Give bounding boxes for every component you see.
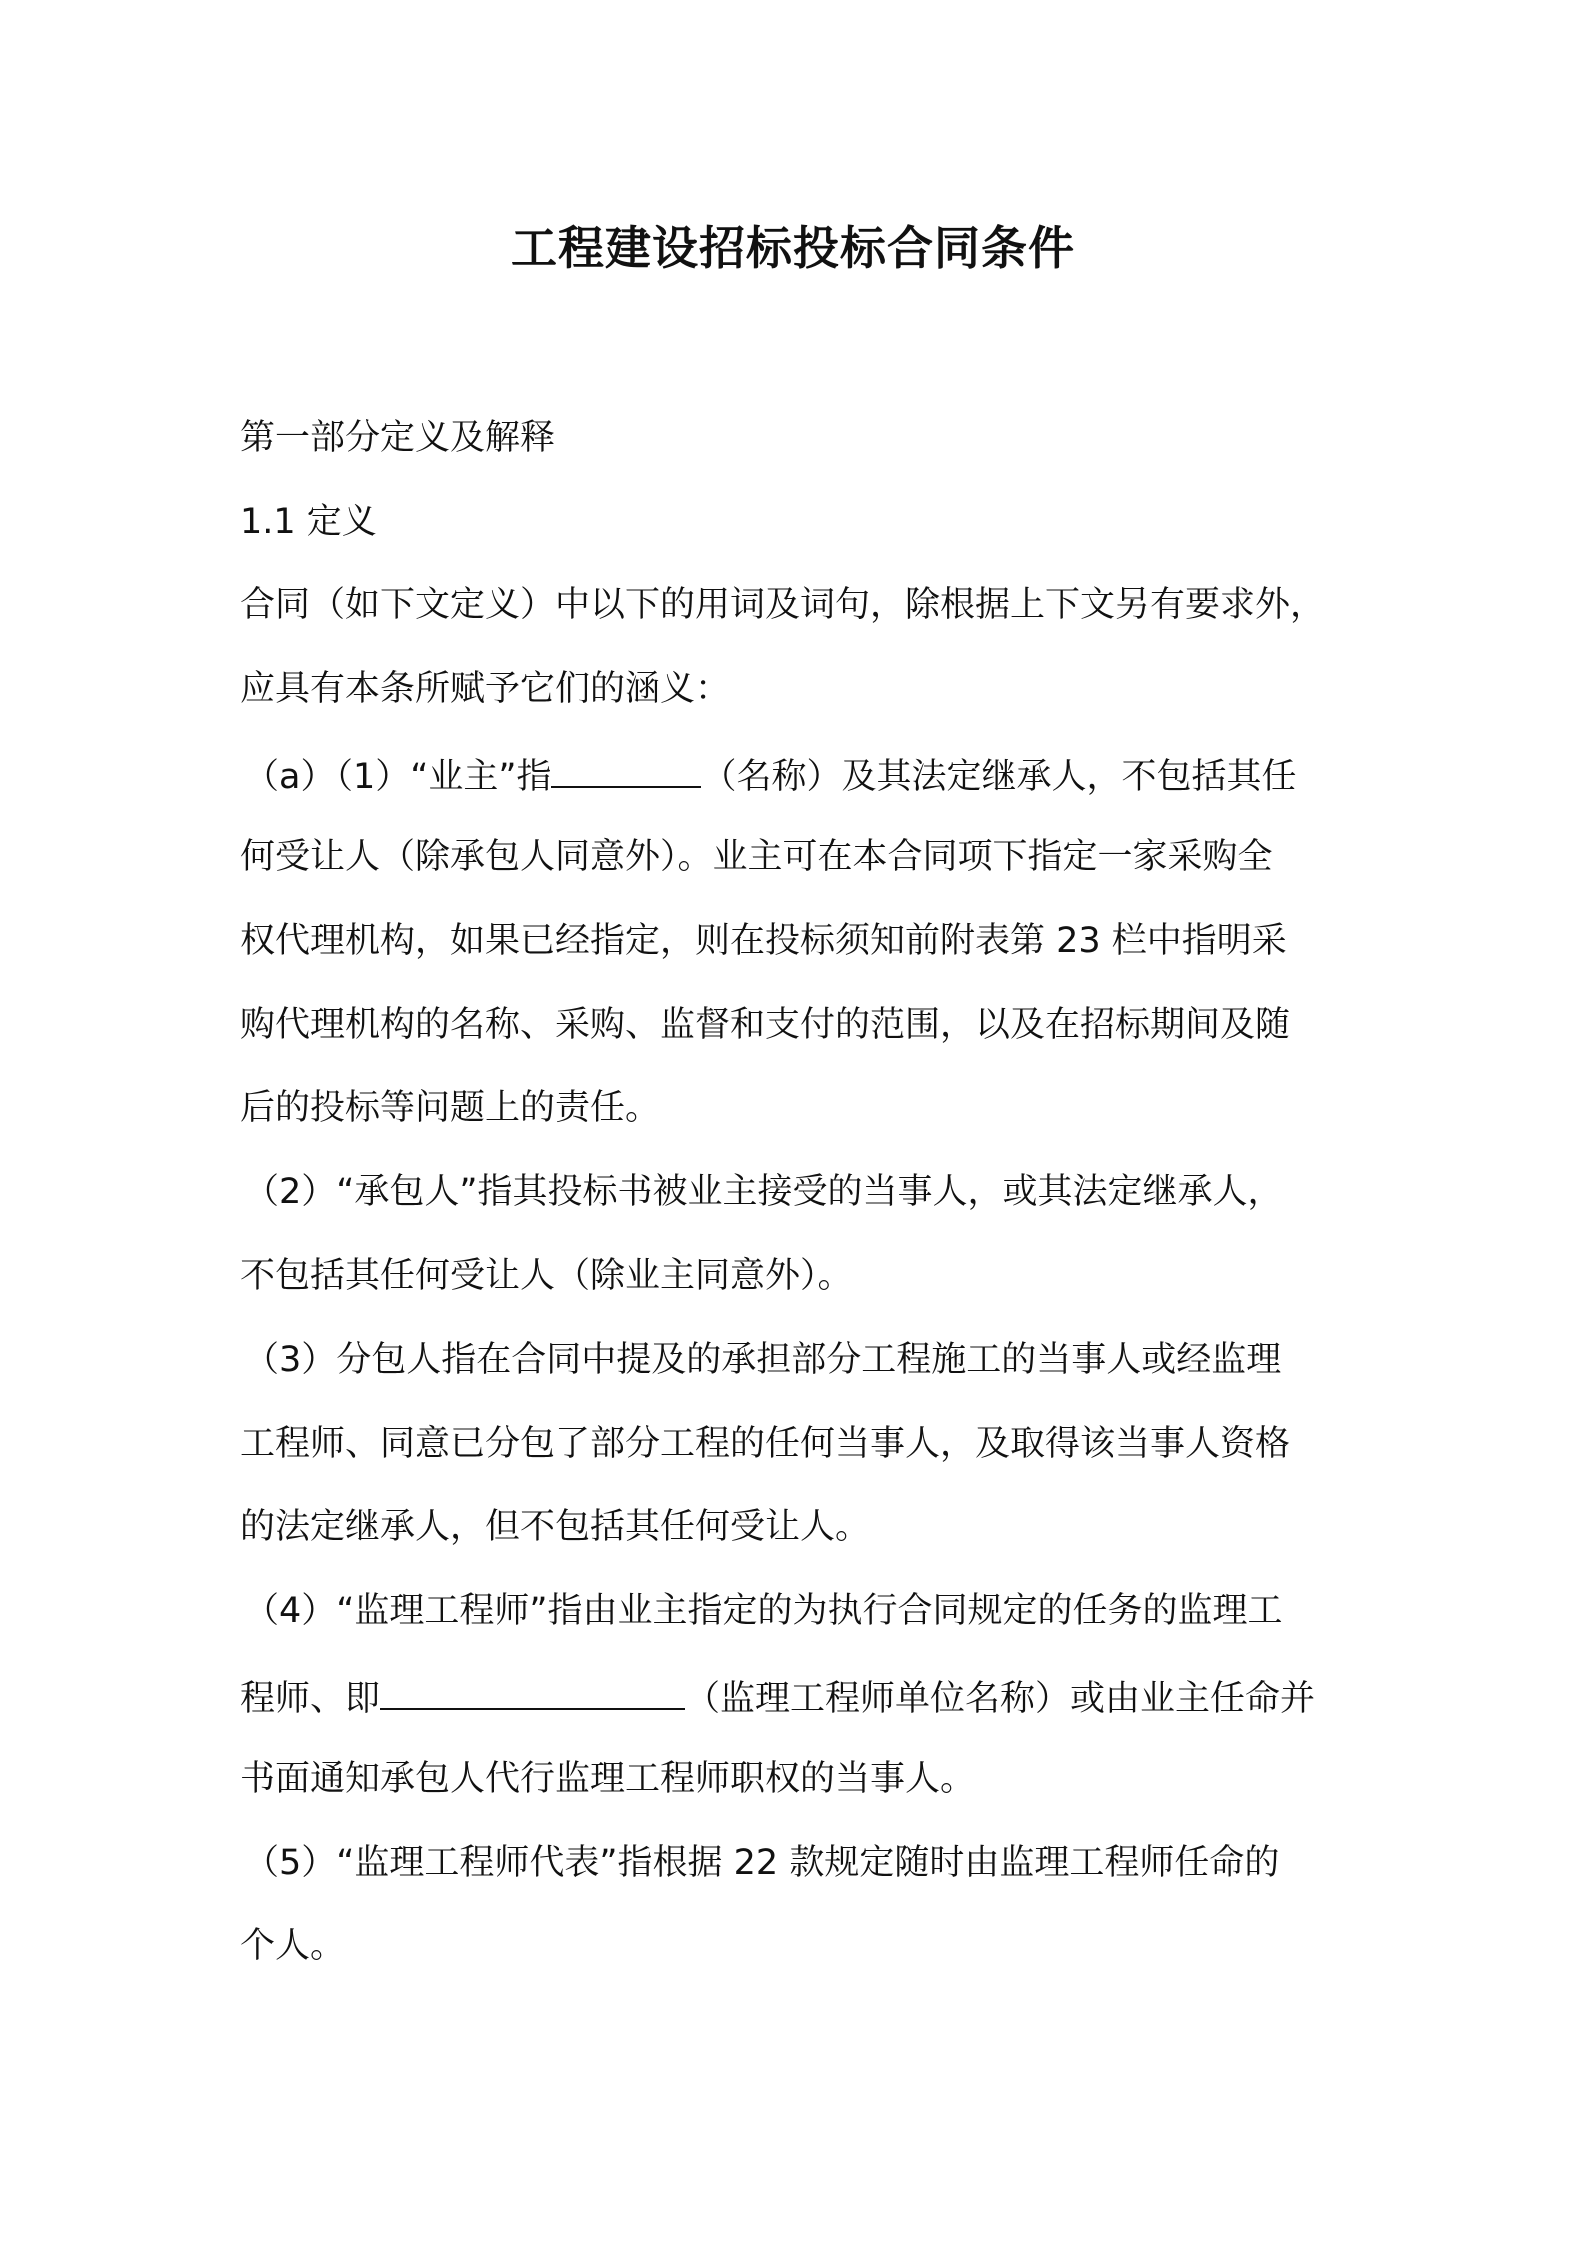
engineer-unit-name-blank — [380, 1670, 685, 1710]
clause-a1-text-before-blank: （a）（1）“业主”指 — [244, 757, 552, 797]
clause-a1-line-3: 权代理机构，如果已经指定，则在投标须知前附表第 23 栏中指明采 — [240, 921, 1287, 961]
intro-line-1: 合同（如下文定义）中以下的用词及词句，除根据上下文另有要求外， — [240, 585, 1326, 625]
clause-a1-text-after-blank: （名称）及其法定继承人，不包括其任 — [701, 757, 1297, 797]
clause-a1-line-2: 何受让人（除承包人同意外）。业主可在本合同项下指定一家采购全 — [240, 837, 1273, 877]
owner-name-blank — [551, 748, 701, 788]
clause-2-line-2: 不包括其任何受让人（除业主同意外）。 — [240, 1256, 853, 1296]
document-title: 工程建设招标投标合同条件 — [511, 221, 1075, 275]
clause-2-line-1: （2）“承包人”指其投标书被业主接受的当事人，或其法定继承人， — [244, 1172, 1283, 1212]
clause-4-line-1: （4）“监理工程师”指由业主指定的为执行合同规定的任务的监理工 — [244, 1591, 1283, 1631]
clause-a1-line-4: 购代理机构的名称、采购、监督和支付的范围，以及在招标期间及随 — [240, 1005, 1291, 1045]
part-heading: 第一部分定义及解释 — [240, 418, 556, 458]
clause-3-line-2: 工程师、同意已分包了部分工程的任何当事人，及取得该当事人资格 — [240, 1424, 1291, 1464]
intro-line-2: 应具有本条所赋予它们的涵义： — [240, 669, 731, 709]
clause-4-line-2 — [240, 1670, 1315, 1724]
clause-4-text-before-blank: 程师、即 — [240, 1679, 381, 1719]
clause-5-line-2: 个人。 — [240, 1926, 346, 1966]
clause-4-line-3: 书面通知承包人代行监理工程师职权的当事人。 — [240, 1759, 976, 1799]
clause-a1-line-1 — [244, 748, 1297, 802]
clause-5-line-1: （5）“监理工程师代表”指根据 22 款规定随时由监理工程师任命的 — [244, 1843, 1280, 1883]
clause-a1-line-5: 后的投标等问题上的责任。 — [240, 1088, 661, 1128]
clause-4-text-after-blank: （监理工程师单位名称）或由业主任命并 — [685, 1679, 1316, 1719]
clause-3-line-3: 的法定继承人，但不包括其任何受让人。 — [240, 1507, 871, 1547]
clause-3-line-1: （3）分包人指在合同中提及的承担部分工程施工的当事人或经监理 — [244, 1340, 1282, 1380]
section-heading: 1.1 定义 — [240, 502, 377, 542]
